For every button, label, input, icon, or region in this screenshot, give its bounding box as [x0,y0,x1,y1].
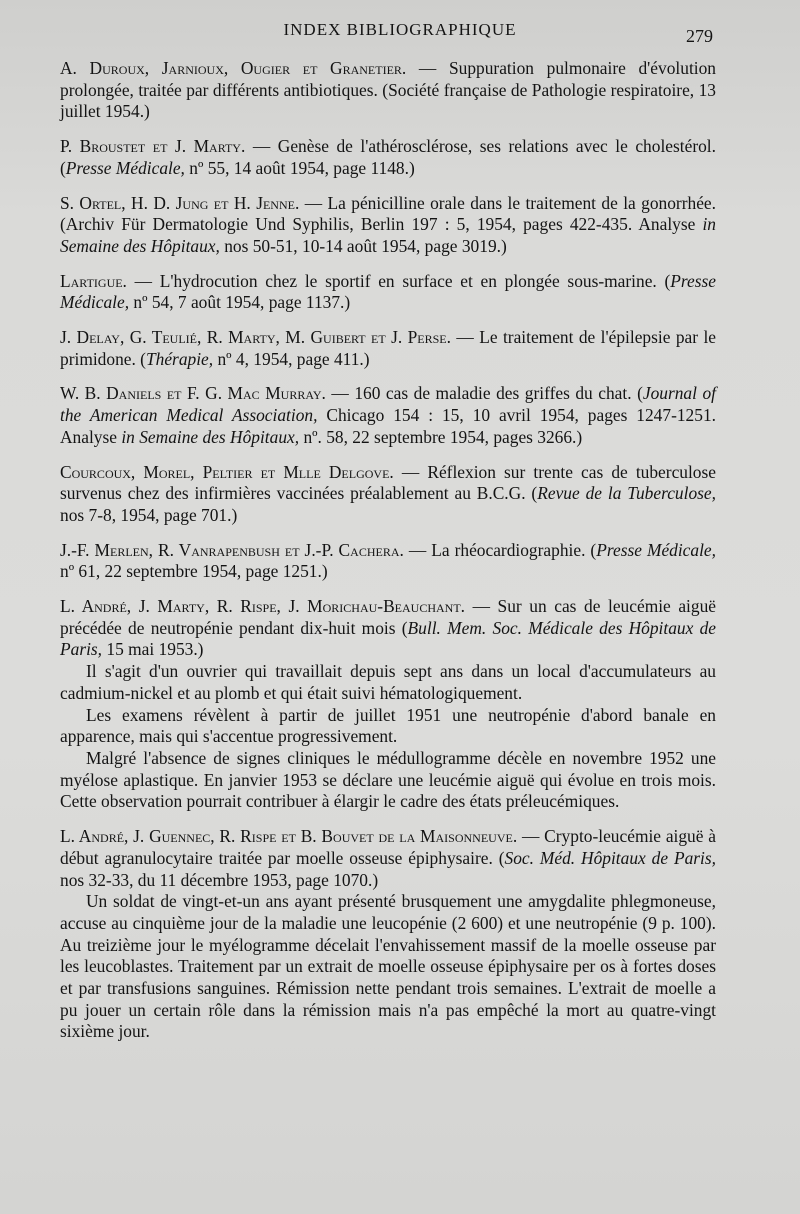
entry-text: nos 32-33, du 11 décembre 1953, page 1070.) [60,869,379,890]
entry-journal: Thérapie, [145,348,214,369]
entry-journal: Presse Médicale, [60,270,716,313]
entry-text: 15 mai 1953.) [102,639,204,660]
bibliography-entry-with-summary [60,826,716,1043]
entry-authors: W. B. Daniels et F. G. Mac Murray. [60,383,326,404]
entry-authors: J.-F. Merlen, R. Vanrapenbush et J.-P. Cachera. [60,539,404,560]
entry-authors: Lartigue. [60,270,127,291]
bibliography-body [60,58,716,1056]
entry-journal: Presse Médicale, [65,157,185,178]
entry-text: nº 54, 7 août 1954, page 1137.) [129,292,351,313]
entry-journal: Revue de la Tuberculose, [537,483,716,504]
entry-authors: P. Broustet et J. Marty. [60,136,246,157]
entry-text: — La rhéocardiographie. ( [403,539,597,560]
entry-text: — L'hydrocution chez le sportif en surface et en plongée sous-marine. ( [126,270,671,291]
entry-text: — Le traitement de l'épilepsie par le primidone. ( [60,327,717,369]
entry-authors: L. André, J. Marty, R. Rispe, J. Morichau-Beauchant. [60,596,466,617]
entry-text: Chicago 154 : 15, 10 avril 1954, pages 1247-1251. Analyse [60,405,716,447]
entry-text: — Genèse de l'athérosclérose, ses relations avec le cholestérol. ( [60,136,716,178]
bibliography-entry [60,327,716,370]
bibliography-entry [60,462,716,527]
page-number: 279 [686,26,713,46]
bibliography-entry [60,271,716,314]
entry-journal: in Semaine des Hôpitaux, [121,426,300,447]
running-header [0,14,800,46]
entry-authors: S. Ortel, H. D. Jung et H. Jenne. [60,192,300,213]
bibliography-entry [60,383,716,448]
entry-text: nº. 58, 22 septembre 1954, pages 3266.) [299,426,583,447]
entry-text: nº 4, 1954, page 411.) [213,348,370,369]
entry-authors: Courcoux, Morel, Peltier et Mlle Delgove. [60,461,394,482]
entry-text: — 160 cas de maladie des griffes du chat. ( [325,383,643,404]
summary-paragraph: Il s'agit d'un ouvrier qui travaillait depuis sept ans dans un local d'accumulateurs au cadmium-nickel et au plomb et qui était suivi hématologiquement. [60,661,716,703]
entry-text: nos 7-8, 1954, page 701.) [60,504,238,525]
summary-paragraph: Un soldat de vingt-et-un ans ayant présenté brusquement une amygdalite phlegmoneuse, accuse au cinquième jour de la maladie une leucopénie (2 600) et une neutropénie (9 p. 100). Au treizième jour le myélogramme décelait l'envahissement massif de la moelle osseuse par les leucoblastes. Traitement par un extrait de moelle osseuse épiphysaire per os à fortes doses et par transfusions sanguines. Rémission nette pendant trois semaines. L'extrait de moelle a pu jouer un certain rôle dans la rémission mais n'a pas empêché la mort au quatre-vingt sixième jour. [60,891,716,1042]
entry-journal: Presse Médicale, [596,539,716,560]
entry-text: — Sur un cas de leucémie aiguë précédée de neutropénie pendant dix-huit mois ( [60,596,716,638]
bibliography-entry [60,540,716,583]
bibliography-entry-with-summary [60,596,716,813]
bibliography-entry [60,193,716,258]
entry-authors: J. Delay, G. Teulié, R. Marty, M. Guibert et J. Perse. [60,327,451,348]
entry-text: — Suppuration pulmonaire d'évolution prolongée, traitée par différents antibiotiques. (Société française de Pathologie respiratoire, 13 juillet 1954.) [60,58,716,122]
summary-paragraph: Malgré l'absence de signes cliniques le médullogramme décèle en novembre 1952 une myélose aplastique. En janvier 1953 se déclare une leucémie aiguë qui évolue en trois mois. Cette observation pourrait contribuer à élargir le cadre des états préleucémiques. [60,747,716,812]
entry-authors: L. André, J. Guennec, R. Rispe et B. Bouvet de la Maisonneuve. [60,826,518,847]
entry-journal: in Semaine des Hôpitaux, [60,214,716,256]
entry-journal: Bull. Mem. Soc. Médicale des Hôpitaux de Paris, [60,617,716,660]
bibliography-entry [60,136,716,179]
running-title: INDEX BIBLIOGRAPHIQUE [283,20,517,39]
entry-text: — Réflexion sur trente cas de tuberculose survenus chez des infirmières vaccinées préalablement au B.C.G. ( [60,461,716,504]
entry-text: nº 55, 14 août 1954, page 1148.) [184,157,415,178]
entry-text: — Crypto-leucémie aiguë à début agranulocytaire traitée par moelle osseuse épiphysaire. ( [60,826,716,868]
summary-paragraph: Les examens révèlent à partir de juillet 1951 une neutropénie d'abord banale en apparence, mais qui s'accentue progressivement. [60,704,716,747]
bibliography-entry [60,826,716,891]
entry-journal: Soc. Méd. Hôpitaux de Paris, [504,847,717,868]
bibliography-entry [60,596,716,661]
entry-journal: Journal of the American Medical Association, [60,383,716,426]
entry-authors: A. Duroux, Jarnioux, Ougier et Granetier. [60,58,407,78]
bibliography-entry [60,58,716,123]
entry-text: nº 61, 22 septembre 1954, page 1251.) [60,561,328,582]
entry-text: nos 50-51, 10-14 août 1954, page 3019.) [219,235,507,256]
entry-text: — La pénicilline orale dans le traitement de la gonorrhée. (Archiv Für Dermatologie Und Syphilis, Berlin 197 : 5, 1954, pages 422-435. Analyse [60,192,716,235]
